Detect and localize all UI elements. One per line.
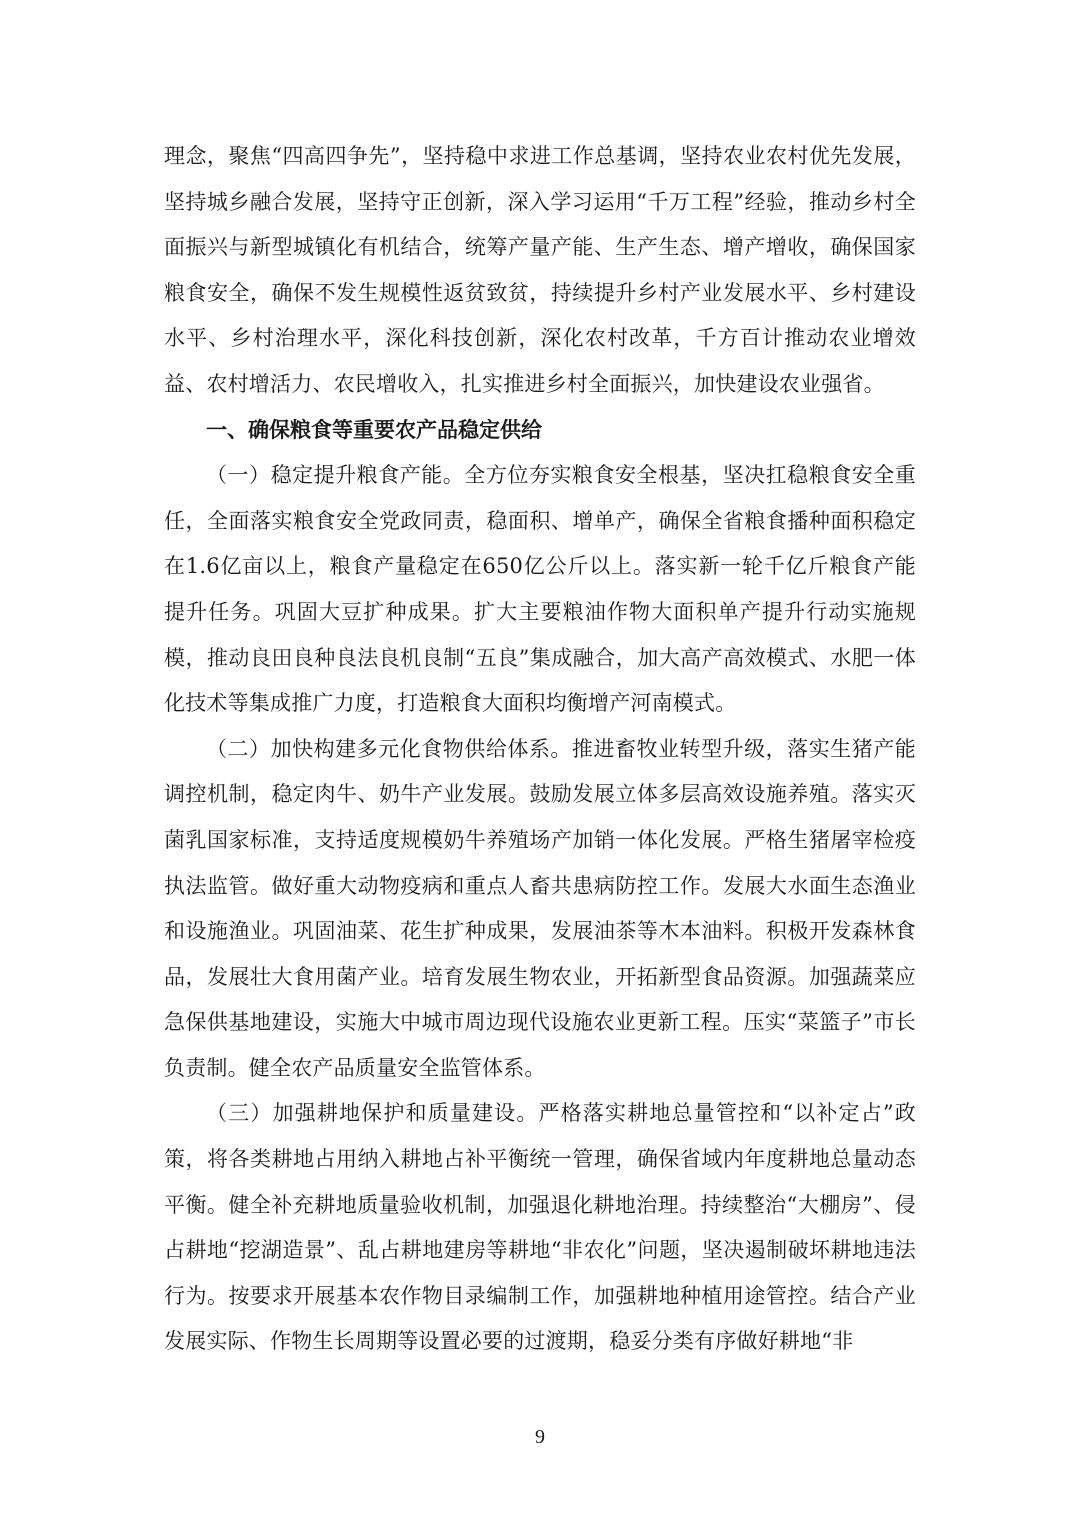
paragraph-item-1: （一）稳定提升粮食产能。全方位夯实粮食安全根基，坚决扛稳粮食安全重任，全面落实粮食安全党政同责，稳面积、增单产，确保全省粮食播种面积稳定在1.6亿亩以上，粮食产量稳定在650亿公斤以上。落实新一轮千亿斤粮食产能提升任务。巩固大豆扩种成果。扩大主要粮油作物大面积单产提升行动实施规模，推动良田良种良法良机良制“五良”集成融合，加大高产高效模式、水肥一体化技术等集成推广力度，打造粮食大面积均衡增产河南模式。 (164, 463, 916, 716)
page-number: 9 (535, 1426, 545, 1448)
document-page (164, 134, 916, 1365)
intro-paragraph: 理念，聚焦“四高四争先”，坚持稳中求进工作总基调，坚持农业农村优先发展，坚持城乡融合发展，坚持守正创新，深入学习运用“千万工程”经验，推动乡村全面振兴与新型城镇化有机结合，统筹产量产能、生产生态、增产增收，确保国家粮食安全，确保不发生规模性返贫致贫，持续提升乡村产业发展水平、乡村建设水平、乡村治理水平，深化科技创新，深化农村改革，千方百计推动农业增效益、农村增活力、农民增收入，扎实推进乡村全面振兴，加快建设农业强省。 (164, 144, 916, 396)
paragraph-item-3: （三）加强耕地保护和质量建设。严格落实耕地总量管控和“以补定占”政策，将各类耕地占用纳入耕地占补平衡统一管理，确保省域内年度耕地总量动态平衡。健全补充耕地质量验收机制，加强退化耕地治理。持续整治“大棚房”、侵占耕地“挖湖造景”、乱占耕地建房等耕地“非农化”问题，坚决遏制破坏耕地违法行为。按要求开展基本农作物目录编制工作，加强耕地种植用途管控。结合产业发展实际、作物生长周期等设置必要的过渡期，稳妥分类有序做好耕地“非 (164, 1101, 916, 1354)
section-heading: 一、确保粮食等重要农产品稳定供给 (206, 417, 542, 442)
paragraph-item-2: （二）加快构建多元化食物供给体系。推进畜牧业转型升级，落实生猪产能调控机制，稳定肉牛、奶牛产业发展。鼓励发展立体多层高效设施养殖。落实灭菌乳国家标准，支持适度规模奶牛养殖场产加销一体化发展。严格生猪屠宰检疫执法监管。做好重大动物疫病和重点人畜共患病防控工作。发展大水面生态渔业和设施渔业。巩固油菜、花生扩种成果，发展油茶等木本油料。积极开发森林食品，发展壮大食用菌产业。培育发展生物农业，开拓新型食品资源。加强蔬菜应急保供基地建设，实施大中城市周边现代设施农业更新工程。压实“菜篮子”市长负责制。健全农产品质量安全监管体系。 (164, 736, 916, 1080)
